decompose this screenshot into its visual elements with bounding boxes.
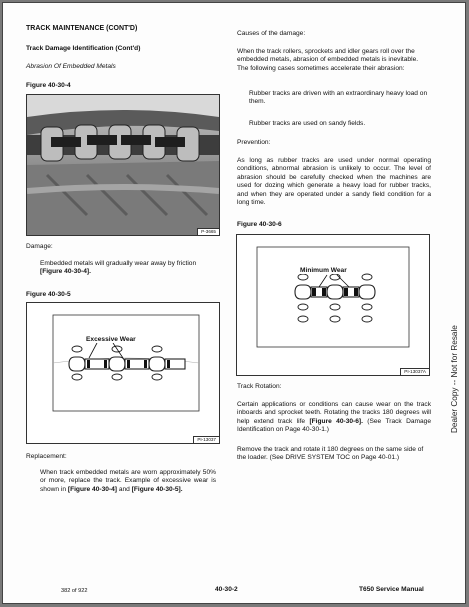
figure-4-label: Figure 40-30-4 — [26, 82, 71, 89]
prevention-heading: Prevention: — [237, 139, 271, 146]
replacement-body: When track embedded metals are worn approximately 50% or more, replace the track. Example of excessive wear is shown in — [40, 469, 216, 493]
rotation-instructions: Remove the track and rotate it 180 degrees on the same side of the loader. (See DRIVE SYSTEM TOC on Page 40-01.) — [237, 446, 424, 462]
replacement-heading: Replacement: — [26, 453, 67, 460]
figure-5-id: PI-13037 — [193, 436, 219, 443]
figure-6-drawing — [236, 234, 430, 376]
prevention-text: As long as rubber tracks are used under normal operating conditions, abnormal abrasion is unlikely to occur. The level of abrasion should be carefully checked when the machines are used for dozing which generate a heavy load for rubber tracks, and when they are operated under a sandy field condition for a long time. — [237, 157, 431, 207]
track-photo-illustration — [27, 95, 219, 235]
figure-5-label: Figure 40-30-5 — [26, 291, 71, 298]
replacement-and: and — [116, 485, 132, 493]
dealer-copy-notice: Dealer Copy -- Not for Resale — [450, 325, 459, 433]
figure-6-callout: Minimum Wear — [300, 267, 347, 274]
damage-figure-ref: [Figure 40-30-4]. — [40, 268, 91, 276]
page-number: 40-30-2 — [215, 586, 238, 593]
rotation-text — [237, 401, 431, 435]
replacement-ref-4: [Figure 40-30-4] — [67, 485, 117, 493]
rotation-figure-ref: [Figure 40-30-6]. — [309, 417, 363, 425]
figure-5-callout: Excessive Wear — [86, 336, 136, 343]
topic-title: Abrasion Of Embedded Metals — [26, 63, 116, 70]
rotation-body: Certain applications or conditions can cause wear on the track inboards and sprocket teeth. Rotating the tracks 180 degrees will help extend track life — [237, 401, 431, 425]
replacement-text — [40, 469, 216, 494]
figure-6-id: PI-13037A — [400, 368, 429, 375]
cause-bullet-1: Rubber tracks are driven with an extraordinary heavy load on them. — [249, 90, 428, 106]
minimum-wear-diagram — [237, 235, 429, 375]
subsection-title: Track Damage Identification (Cont'd) — [26, 45, 141, 52]
figure-4-id: P-3665 — [197, 228, 219, 235]
figure-5-drawing — [26, 302, 220, 444]
causes-text: When the track rollers, sprockets and idler gears roll over the embedded metals, abrasion of embedded metals is inevitable. The following cases sometimes accelerate their abrasion: — [237, 48, 419, 72]
excessive-wear-diagram — [27, 303, 219, 443]
rotation-heading: Track Rotation: — [237, 383, 282, 390]
manual-title: T650 Service Manual — [359, 586, 424, 593]
damage-body: Embedded metals will gradually wear away by friction — [40, 260, 197, 267]
section-title: TRACK MAINTENANCE (CONT'D) — [26, 25, 138, 32]
damage-heading: Damage: — [26, 243, 53, 250]
manual-page — [2, 2, 466, 604]
page-count: 382 of 922 — [61, 588, 88, 594]
damage-text — [40, 260, 216, 277]
replacement-ref-5: [Figure 40-30-5]. — [131, 485, 183, 493]
cause-bullet-2: Rubber tracks are used on sandy fields. — [249, 120, 366, 127]
figure-4-photo — [26, 94, 220, 236]
rotation-see-also: (See Track Damage Identification on Page 40-30-1.) — [237, 417, 431, 434]
causes-heading: Causes of the damage: — [237, 30, 306, 37]
figure-6-label: Figure 40-30-6 — [237, 221, 282, 228]
